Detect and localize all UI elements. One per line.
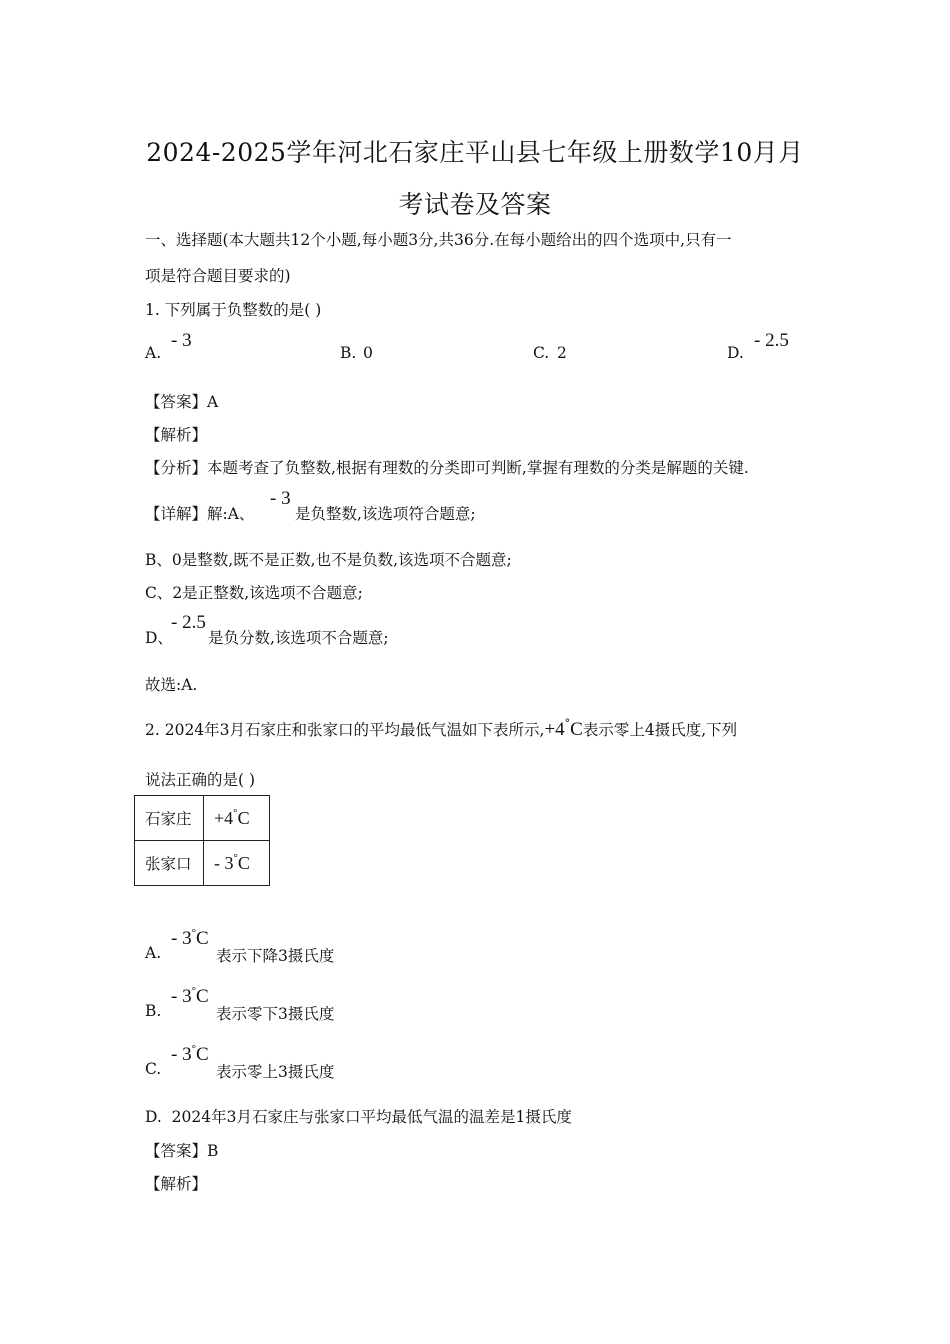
q1-line-b: B、0是整数,既不是正数,也不是负数,该选项不合题意;: [145, 551, 512, 569]
q2-option-a-letter: A.: [145, 944, 162, 962]
q2-stem-line-1: [145, 718, 737, 741]
q1-detail-math: - 3: [270, 488, 291, 509]
q1-line-d-prefix: D、: [145, 629, 173, 647]
q1-conclusion: 故选:A.: [145, 676, 198, 694]
q1-fenxi: 【分析】本题考查了负整数,根据有理数的分类即可判断,掌握有理数的分类是解题的关键.: [145, 459, 749, 477]
q1-option-d-math: - 2.5: [754, 330, 789, 351]
temperature-table: [134, 795, 270, 886]
q2-stem-suffix: 表示零上4摄氏度,下列: [582, 721, 738, 739]
section-header-line-2: 项是符合题目要求的): [145, 267, 291, 285]
q1-line-d-suffix: 是负分数,该选项不合题意;: [208, 629, 389, 647]
q1-option-b-text: 0: [363, 344, 373, 362]
q2-option-b-text: 表示零下3摄氏度: [216, 1005, 335, 1023]
q1-line-d-math: - 2.5: [171, 612, 206, 633]
q1-stem: 1. 下列属于负整数的是( ): [145, 301, 322, 319]
value-number: - 3: [214, 852, 234, 873]
value-number: +4: [214, 807, 234, 828]
document-title-line-2: 考试卷及答案: [398, 190, 552, 219]
q1-option-a-math: - 3: [171, 330, 192, 351]
q2-stem-unit: C: [570, 719, 583, 740]
q1-option-d-letter: D.: [727, 344, 744, 362]
q1-option-c-letter: C.: [533, 344, 550, 362]
q2-option-c-text: 表示零上3摄氏度: [216, 1063, 335, 1081]
q2-option-c-math: - 3°C: [171, 1043, 209, 1065]
q2-option-a-math: - 3°C: [171, 927, 209, 949]
q2-option-a-text: 表示下降3摄氏度: [216, 947, 335, 965]
document-title-line-1: 2024-2025学年河北石家庄平山县七年级上册数学10月月: [146, 138, 804, 167]
table-cell-city: 张家口: [135, 841, 204, 886]
value-degree: °: [233, 806, 238, 819]
q2-option-b-math: - 3°C: [171, 985, 209, 1007]
q2-stem-prefix: 2. 2024年3月石家庄和张家口的平均最低气温如下表所示,: [145, 721, 545, 739]
q2-option-b-letter: B.: [145, 1002, 162, 1020]
q2-stem-line-2: 说法正确的是( ): [145, 771, 256, 789]
q1-analysis-label: 【解析】: [145, 426, 208, 444]
q2-analysis-label: 【解析】: [145, 1175, 208, 1193]
table-cell-value: [204, 796, 270, 841]
q1-line-c: C、2是正整数,该选项不合题意;: [145, 584, 363, 602]
q1-option-a-letter: A.: [145, 344, 162, 362]
q2-option-c-letter: C.: [145, 1060, 162, 1078]
value-unit: C: [237, 807, 250, 828]
q1-detail-prefix: 【详解】解:A、: [145, 505, 255, 523]
table-cell-city: 石家庄: [135, 796, 204, 841]
q1-answer: 【答案】A: [145, 393, 219, 411]
table-cell-value: [204, 841, 270, 886]
q2-option-d: D. 2024年3月石家庄与张家口平均最低气温的温差是1摄氏度: [145, 1108, 572, 1126]
q2-stem-math: +4: [544, 719, 565, 740]
value-unit: C: [237, 852, 250, 873]
q1-option-b-letter: B.: [340, 344, 357, 362]
table-row: [135, 796, 270, 841]
q2-stem-degree: °: [564, 717, 571, 730]
value-degree: °: [233, 851, 238, 864]
q2-answer: 【答案】B: [145, 1142, 219, 1160]
q1-option-c-text: 2: [557, 344, 567, 362]
table-row: [135, 841, 270, 886]
q1-detail-suffix: 是负整数,该选项符合题意;: [295, 505, 476, 523]
section-header-line-1: 一、选择题(本大题共12个小题,每小题3分,共36分.在每小题给出的四个选项中,只有一: [145, 231, 732, 249]
